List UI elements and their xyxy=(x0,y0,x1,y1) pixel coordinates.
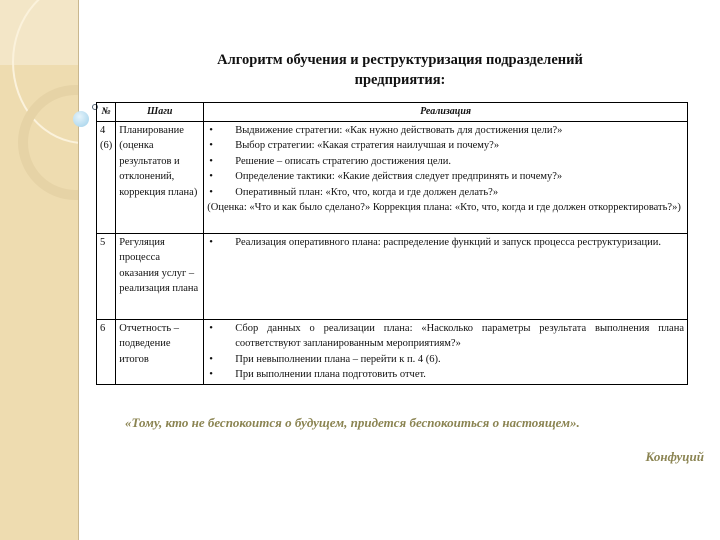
list-item: • При выполнении плана подготовить отчет. xyxy=(235,367,684,383)
list-item: • Сбор данных о реализации плана: «Насколько параметры результата выполнения плана соответствуют запланированным мероприятиям?» xyxy=(235,321,684,352)
list-item: • При невыполнении плана – перейти к п. 4 (6). xyxy=(235,352,684,368)
row-num: 6 xyxy=(97,319,116,384)
bullet-dot-icon xyxy=(73,111,89,127)
list-item: • Определение тактики: «Какие действия следует предпринять и почему?» xyxy=(235,169,684,185)
row-num: 4 (6) xyxy=(97,121,116,233)
quote: «Тому, кто не беспокоится о будущем, придется беспокоиться о настоящем». xyxy=(125,415,580,430)
row-num: 5 xyxy=(97,233,116,319)
row-step: Планирование (оценка результатов и отклонений, коррекция плана) xyxy=(116,121,204,233)
row-note: (Оценка: «Что и как было сделано?» Коррекция плана: «Кто, что, когда и где должен откорректировать?») xyxy=(207,202,681,213)
header-realization: Реализация xyxy=(204,103,688,122)
list-item: • Решение – описать стратегию достижения цели. xyxy=(235,154,684,170)
list-item: • Выдвижение стратегии: «Как нужно действовать для достижения цели?» xyxy=(235,123,684,139)
header-steps: Шаги xyxy=(116,103,204,122)
row-step: Отчетность – подведение итогов xyxy=(116,319,204,384)
header-num: № xyxy=(97,103,116,122)
table-row xyxy=(97,121,688,233)
decorative-sidebar xyxy=(0,0,79,540)
list-item: • Выбор стратегии: «Какая стратегия наилучшая и почему?» xyxy=(235,138,684,154)
quote-author: Конфуций xyxy=(645,449,704,464)
list-item: • Оперативный план: «Кто, что, когда и где должен делать?» xyxy=(235,185,684,201)
table-row xyxy=(97,233,688,319)
table-row xyxy=(97,319,688,384)
table-header xyxy=(97,103,688,122)
list-item: • Реализация оперативного плана: распределение функций и запуск процесса реструктуризации. xyxy=(235,235,684,251)
row-step: Регуляция процесса оказания услуг – реализация плана xyxy=(116,233,204,319)
algorithm-table xyxy=(96,102,688,385)
page-title: Алгоритм обучения и реструктуризация подразделений предприятия: xyxy=(217,52,583,88)
